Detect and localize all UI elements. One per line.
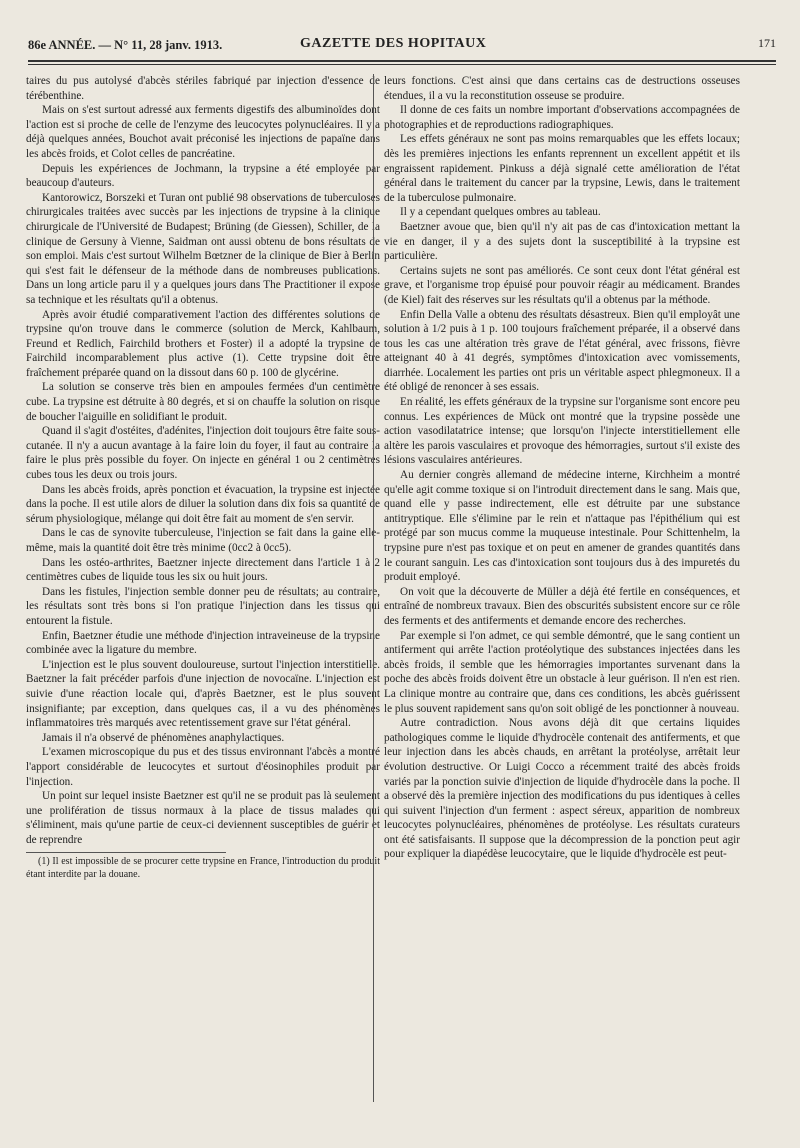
paragraph: Un point sur lequel insiste Baetzner est qu'il ne se produit pas là seulement une prolifération de tissus normaux à la place de tissus malades qui s'éliminent, mais qu'une partie de ceux-ci deviennent susceptibles de guérir et de reprendre xyxy=(26,790,380,846)
right-column xyxy=(384,74,740,862)
paragraph: Autre contradiction. Nous avons déjà dit que certains liquides pathologiques comme le liquide d'hydrocèle contenait des antiferments, et que leur injection dans les abcès chauds, en arrêtant la protéolyse, arrêtait leur évolution destructive. Or Luigi Cocco a récemment traité des abcès froids variés par la ponction suivie d'injection de liquide d'hydrocèle dans la poche. Il a observé dès la première injection des modifications du pus identiques à celles qui suivent l'injection d'un ferment : aspect séreux, apparition de nombreux leucocytes polynucléaires, phénomènes de protéolyse. Les résultats curateurs ont été satisfaisants. Il suppose que la décompression de la ponction peut agir pour expliquer la diapédèse leucocytaire, que le liquide d'hydrocèle est peut- xyxy=(384,717,740,861)
paragraph: Il donne de ces faits un nombre important d'observations accompagnées de photographies et de reproductions radiographiques. xyxy=(384,104,740,131)
paragraph: Mais on s'est surtout adressé aux ferments digestifs des albuminoïdes dont l'action est si proche de celle de l'enzyme des leucocytes polynucléaires. Il y a déjà quelques années, Bouchot avait préconisé les injections de papaïne dans les abcès froids, et Colot celles de pancréatine. xyxy=(26,104,380,160)
paragraph: Jamais il n'a observé de phénomènes anaphylactiques. xyxy=(42,731,285,744)
paragraph: Enfin, Baetzner étudie une méthode d'injection intraveineuse de la trypsine combinée avec la ligature du membre. xyxy=(26,629,380,657)
journal-title: GAZETTE DES HOPITAUX xyxy=(300,36,487,51)
paragraph: Au dernier congrès allemand de médecine interne, Kirchheim a montré qu'elle agit comme toxique si on l'introduit directement dans le sang. Mais que, quand elle y passe indirectement, elle est détruite par une substance antitryptique. Elle s'élimine par le rein et n'attaque pas l'épithélium qui est protégé par son mucus comme la muqueuse intestinale. Pour Schittenhelm, la trypsine pure n'est pas toxique et on peut en amener de grandes quantités dans le courant sanguin. Les cas d'intoxication sont toujours dus à des impuretés du produit employé. xyxy=(384,469,740,584)
paragraph: Certains sujets ne sont pas améliorés. Ce sont ceux dont l'état général est grave, et l'organisme trop épuisé pour pouvoir réagir au médicament. Brandes (de Kiel) fait des réserves sur les résultats qu'il a obtenus par la méthode. xyxy=(384,264,740,306)
paragraph: Les effets généraux ne sont pas moins remarquables que les effets locaux; dès les premières injections les enfants reprennent un excellent appétit et ils engraissent rapidement. Pinkuss a déjà signalé cette amélioration de l'état général dans le traitement du cancer par la trypsine, Lewis, dans le traitement de la tuberculose pulmonaire. xyxy=(384,133,740,204)
paragraph: Par exemple si l'on admet, ce qui semble démontré, que le sang contient un antiferment qui arrête l'action protéolytique des substances injectées dans les abcès froids, il semble que les hémorragies importantes survenant dans la poche des abcès froids doivent être un obstacle à leur guérison. Il n'en est rien. La clinique montre au contraire que, dans ces conditions, les abcès guérissent le plus souvent rapidement sans qu'on soit obligé de les ponctionner à nouveau. xyxy=(384,629,740,715)
paragraph: Baetzner avoue que, bien qu'il n'y ait pas de cas d'intoxication mettant la vie en danger, il y a des sujets dont la susceptibilité à la trypsine est particulière. xyxy=(384,220,740,263)
paragraph: taires du pus autolysé d'abcès stériles fabriqué par injection d'essence de térébenthine. xyxy=(26,75,380,102)
paragraph: Depuis les expériences de Jochmann, la trypsine a été employée par beaucoup d'auteurs. xyxy=(26,162,380,190)
issue-info: 86e ANNÉE. — N° 11, 28 janv. 1913. xyxy=(28,38,223,52)
paragraph: L'injection est le plus souvent douloureuse, surtout l'injection interstitielle. Baetzner la fait précéder parfois d'une injection de novocaïne. L'injection est suivie d'une réaction locale qui, d'après Baetzner, est le plus souvent insignifiante; par exception, dans quelques cas, il a vu des phénomènes inflammatoires très marqués avec retentissement grave sur l'état général. xyxy=(26,658,380,730)
paragraph: La solution se conserve très bien en ampoules fermées d'un centimètre cube. La trypsine est détruite à 80 degrés, et si on chauffe la solution on risque de boucher l'aiguille en solidifiant le produit. xyxy=(26,381,380,423)
column-divider xyxy=(373,74,374,1102)
paragraph: Dans le cas de synovite tuberculeuse, l'injection se fait dans la gaine elle-même, mais la quantité doit être très minime (0cc2 à 0cc5). xyxy=(26,527,380,554)
left-column xyxy=(26,74,380,881)
paragraph: En réalité, les effets généraux de la trypsine sur l'organisme sont encore peu connus. Les expériences de Mück ont montré que la trypsine possède une action vasodilatatrice intense; que lorsqu'on l'injecte interstitiellement elle altère les parois vasculaires et provoque des hémorragies, surtout s'il existe des lésions vasculaires antérieures. xyxy=(384,396,740,467)
paragraph: L'examen microscopique du pus et des tissus environnant l'abcès a montré l'apport considérable de leucocytes et surtout d'éosinophiles produit par l'injection. xyxy=(26,746,380,788)
paragraph: leurs fonctions. C'est ainsi que dans certains cas de destructions osseuses étendues, il a vu la reconstitution osseuse se produire. xyxy=(384,75,740,102)
paragraph: Dans les ostéo-arthrites, Baetzner injecte directement dans l'article 1 à 2 centimètres cubes de liquide tous les six ou huit jours. xyxy=(26,556,380,584)
paragraph: Enfin Della Valle a obtenu des résultats désastreux. Bien qu'il employât une solution à 1/2 puis à 1 p. 100 toujours fraîchement préparée, il a observé dans tous les cas une altération très grave de l'état général, avec frissons, fièvre atteignant 40 à 41 degrés, symptômes d'intoxication avec vomissements, diarrhée. Localement les parties ont pris un véritable aspect phlegmoneux. Il a été obligé de renoncer à ses essais. xyxy=(384,308,740,394)
paragraph: Dans les abcès froids, après ponction et évacuation, la trypsine est injectée dans la poche. Il est utile alors de diluer la solution dans dix fois sa quantité de sérum physiologique, mélange qui doit être fait au moment de s'en servir. xyxy=(26,483,380,525)
header-rule-thin xyxy=(28,64,776,65)
paragraph: On voit que la découverte de Müller a déjà été fertile en conséquences, et entraîné de nombreux travaux. Bien des obscurités subsistent encore sur ce rôle des ferments et des antiferments et demande encore des recherches. xyxy=(384,585,740,627)
paragraph: Il y a cependant quelques ombres au tableau. xyxy=(400,206,601,219)
paragraph: Kantorowicz, Borszeki et Turan ont publié 98 observations de tuberculoses chirurgicales traitées avec succès par les injections de trypsine à la clinique chirurgicale de l'Université de Budapest; Brüning (de Giessen), Schiller, de la clinique de Gersuny à Vienne, Saidman ont aussi obtenu de bons résultats de son emploi. Mais c'est surtout Wilhelm Bœtzner de la clinique de Bier à Berlin qui s'est fait le défenseur de la méthode dans de nombreuses publications. Dans un long article paru il y a quelques jours dans The Practitioner il expose sa technique et les résultats qu'il a obtenus. xyxy=(26,191,380,306)
footnote-rule xyxy=(26,852,226,853)
paragraph: Après avoir étudié comparativement l'action des différentes solutions de trypsine qu'on trouve dans le commerce (solution de Merck, Kahlbaum, Freund et Redlich, Fairchild brothers et Foster) il a adopté la trypsine de Fairchild incomparablement plus active (1). Cette trypsine doit être fraîchement préparée quand on la dissout dans 60 p. 100 de glycérine. xyxy=(26,308,380,379)
paragraph: Dans les fistules, l'injection semble donner peu de résultats; au contraire, les résultats sont très bons si l'on pratique l'injection dans les tissus qui entourent la fistule. xyxy=(26,585,380,627)
header-rule-thick xyxy=(28,60,776,62)
page-header xyxy=(28,36,776,56)
page-number: 171 xyxy=(758,36,776,50)
footnote: (1) Il est impossible de se procurer cette trypsine en France, l'introduction du produit étant interdite par la douane. xyxy=(26,856,380,880)
paragraph: Quand il s'agit d'ostéites, d'adénites, l'injection doit toujours être faite sous-cutanée. Il n'y a aucun avantage à la faire loin du foyer, il faut au contraire la faire le plus près possible du foyer. On injecte en général 1 ou 2 centimètres cubes tous les deux ou trois jours. xyxy=(26,425,380,482)
